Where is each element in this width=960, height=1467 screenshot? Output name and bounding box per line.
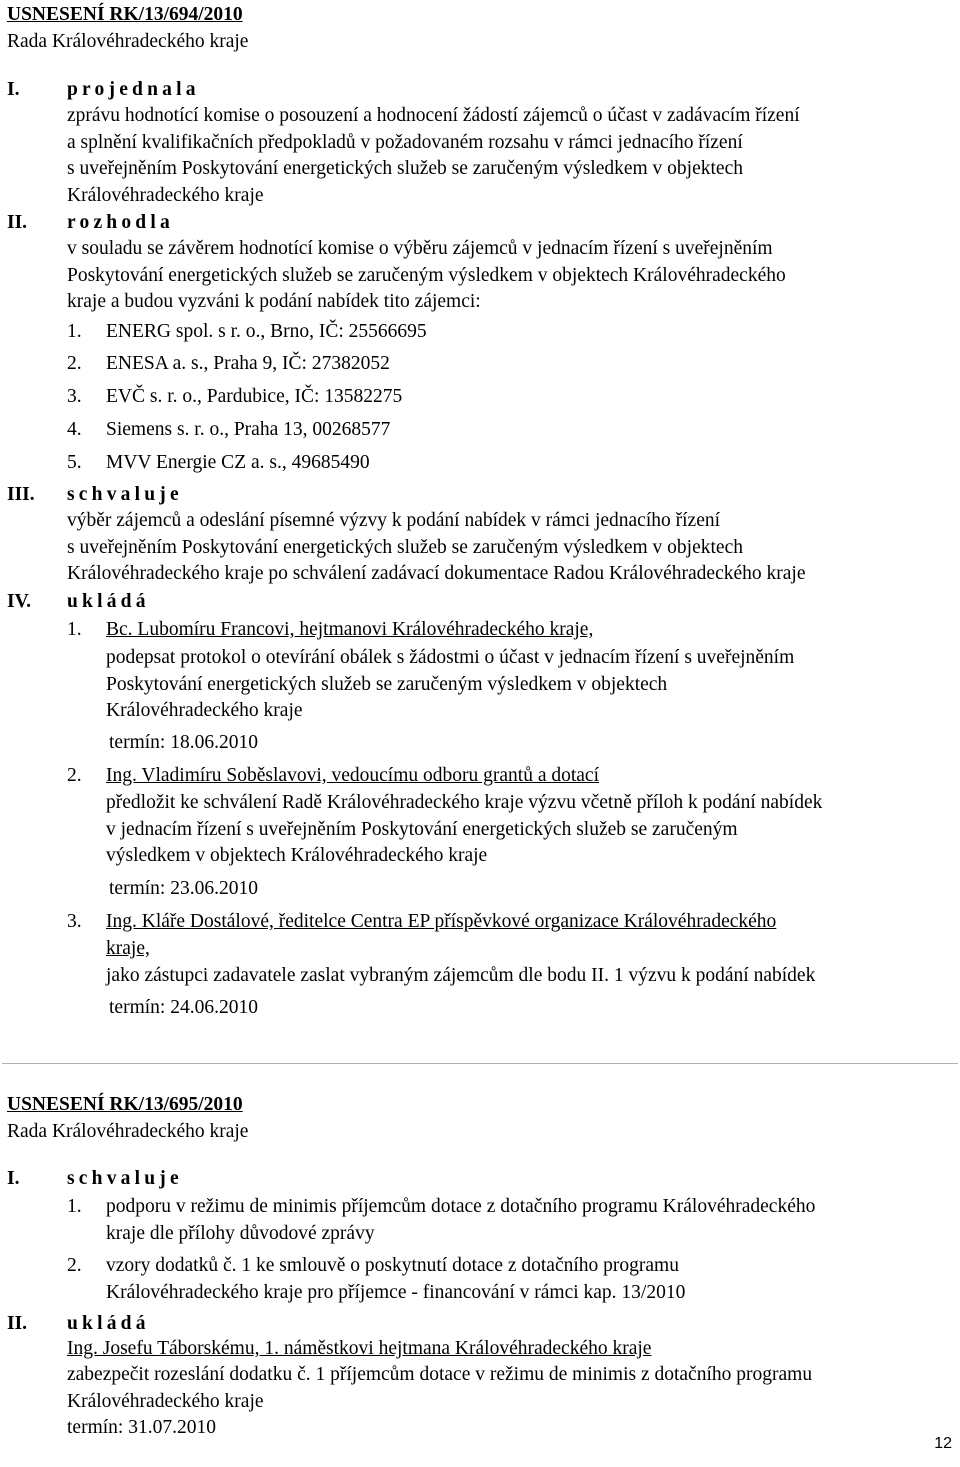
resolution-subtitle: Rada Královéhradeckého kraje	[7, 31, 249, 52]
text-line: Královéhradeckého kraje	[67, 1390, 264, 1412]
responsible-person: Ing. Josefu Táborskému, 1. náměstkovi hejtmana Královéhradeckého kraje	[67, 1338, 652, 1359]
list-number: 3.	[67, 386, 82, 407]
task-text	[106, 790, 822, 870]
responsible-person: Bc. Lubomíru Francovi, hejtmanovi Královéhradeckého kraje,	[106, 619, 594, 640]
resolution-subtitle: Rada Královéhradeckého kraje	[7, 1121, 249, 1142]
text-line: v jednacím řízení s uveřejněním Poskytování energetických služeb se zaručeným	[106, 818, 738, 840]
section-verb: ukládá	[67, 591, 150, 612]
responsible-person-continued: kraje,	[106, 938, 150, 959]
section-text	[67, 103, 800, 209]
text-line: s uveřejněním Poskytování energetických služeb se zaručeným výsledkem v objektech	[67, 158, 743, 180]
task-text: jako zástupci zadavatele zaslat vybraným zájemcům dle bodu II. 1 výzvu k podání nabídek	[106, 965, 816, 986]
list-item: EVČ s. r. o., Pardubice, IČ: 13582275	[106, 386, 403, 407]
deadline: termín: 31.07.2010	[67, 1417, 216, 1438]
text-line: Královéhradeckého kraje pro příjemce - financování v rámci kap. 13/2010	[106, 1281, 686, 1303]
section-number: I.	[7, 1168, 20, 1189]
section-number: I.	[7, 79, 20, 100]
text-line: předložit ke schválení Radě Královéhradeckého kraje výzvu včetně příloh k podání nabídek	[106, 792, 823, 813]
list-item	[106, 1253, 685, 1306]
section-verb: projednala	[67, 79, 200, 100]
section-number: II.	[7, 1313, 28, 1334]
text-line: s uveřejněním Poskytování energetických služeb se zaručeným výsledkem v objektech	[67, 536, 743, 558]
task-text	[67, 1362, 812, 1415]
text-line: zprávu hodnotící komise o posouzení a hodnocení žádostí zájemců o účast v zadávacím řízení	[67, 105, 800, 126]
responsible-person: Ing. Kláře Dostálové, ředitelce Centra EP příspěvkové organizace Královéhradeckého	[106, 911, 777, 932]
list-item: ENERG spol. s r. o., Brno, IČ: 25566695	[106, 321, 427, 342]
resolution-title: USNESENÍ RK/13/695/2010	[7, 1094, 243, 1115]
text-line: Královéhradeckého kraje	[106, 700, 303, 722]
section-number: III.	[7, 484, 35, 505]
text-line: v souladu se závěrem hodnotící komise o výběru zájemců v jednacím řízení s uveřejněním	[67, 238, 773, 259]
list-number: 1.	[67, 619, 82, 640]
text-line: Královéhradeckého kraje	[67, 184, 264, 206]
list-number: 1.	[67, 1196, 82, 1217]
task-text	[106, 645, 794, 725]
text-line: podepsat protokol o otevírání obálek s žádostmi o účast v jednacím řízení s uveřejněním	[106, 647, 795, 668]
list-number: 2.	[67, 1255, 82, 1276]
section-verb: schvaluje	[67, 484, 183, 505]
text-line: Královéhradeckého kraje po schválení zadávací dokumentace Radou Královéhradeckého kraje	[67, 563, 806, 585]
text-line: vzory dodatků č. 1 ke smlouvě o poskytnutí dotace z dotačního programu	[106, 1255, 679, 1276]
text-line: a splnění kvalifikačních předpokladů v požadovaném rozsahu v rámci jednacího řízení	[67, 131, 743, 153]
section-verb: rozhodla	[67, 212, 174, 233]
section-text	[67, 508, 805, 588]
text-line: výběr zájemců a odeslání písemné výzvy k podání nabídek v rámci jednacího řízení	[67, 510, 721, 531]
section-verb: ukládá	[67, 1313, 150, 1334]
text-line: Poskytování energetických služeb se zaručeným výsledkem v objektech Královéhradeckého	[67, 264, 786, 286]
section-verb: schvaluje	[67, 1168, 183, 1189]
deadline: termín: 24.06.2010	[109, 997, 258, 1018]
section-number: II.	[7, 212, 28, 233]
responsible-person: Ing. Vladimíru Soběslavovi, vedoucímu odboru grantů a dotací	[106, 765, 600, 786]
deadline: termín: 23.06.2010	[109, 878, 258, 899]
resolution-title: USNESENÍ RK/13/694/2010	[7, 4, 243, 25]
list-number: 1.	[67, 321, 82, 342]
text-line: zabezpečit rozeslání dodatku č. 1 příjemcům dotace v režimu de minimis z dotačního programu	[67, 1364, 813, 1385]
list-item	[106, 1194, 815, 1247]
text-line: kraje dle přílohy důvodové zprávy	[106, 1222, 375, 1244]
list-item: Siemens s. r. o., Praha 13, 00268577	[106, 419, 391, 440]
separator-line	[2, 1063, 958, 1064]
section-text	[67, 236, 786, 316]
list-number: 3.	[67, 911, 82, 932]
list-item: ENESA a. s., Praha 9, IČ: 27382052	[106, 353, 390, 374]
list-number: 4.	[67, 419, 82, 440]
text-line: výsledkem v objektech Královéhradeckého kraje	[106, 845, 488, 867]
list-number: 2.	[67, 765, 82, 786]
text-line: kraje a budou vyzváni k podání nabídek tito zájemci:	[67, 291, 481, 313]
text-line: podporu v režimu de minimis příjemcům dotace z dotačního programu Královéhradeckého	[106, 1196, 816, 1217]
page-number: 12	[934, 1435, 952, 1452]
section-number: IV.	[7, 591, 32, 612]
list-number: 2.	[67, 353, 82, 374]
list-number: 5.	[67, 452, 82, 473]
deadline: termín: 18.06.2010	[109, 732, 258, 753]
list-item: MVV Energie CZ a. s., 49685490	[106, 452, 370, 473]
text-line: Poskytování energetických služeb se zaručeným výsledkem v objektech	[106, 673, 668, 695]
